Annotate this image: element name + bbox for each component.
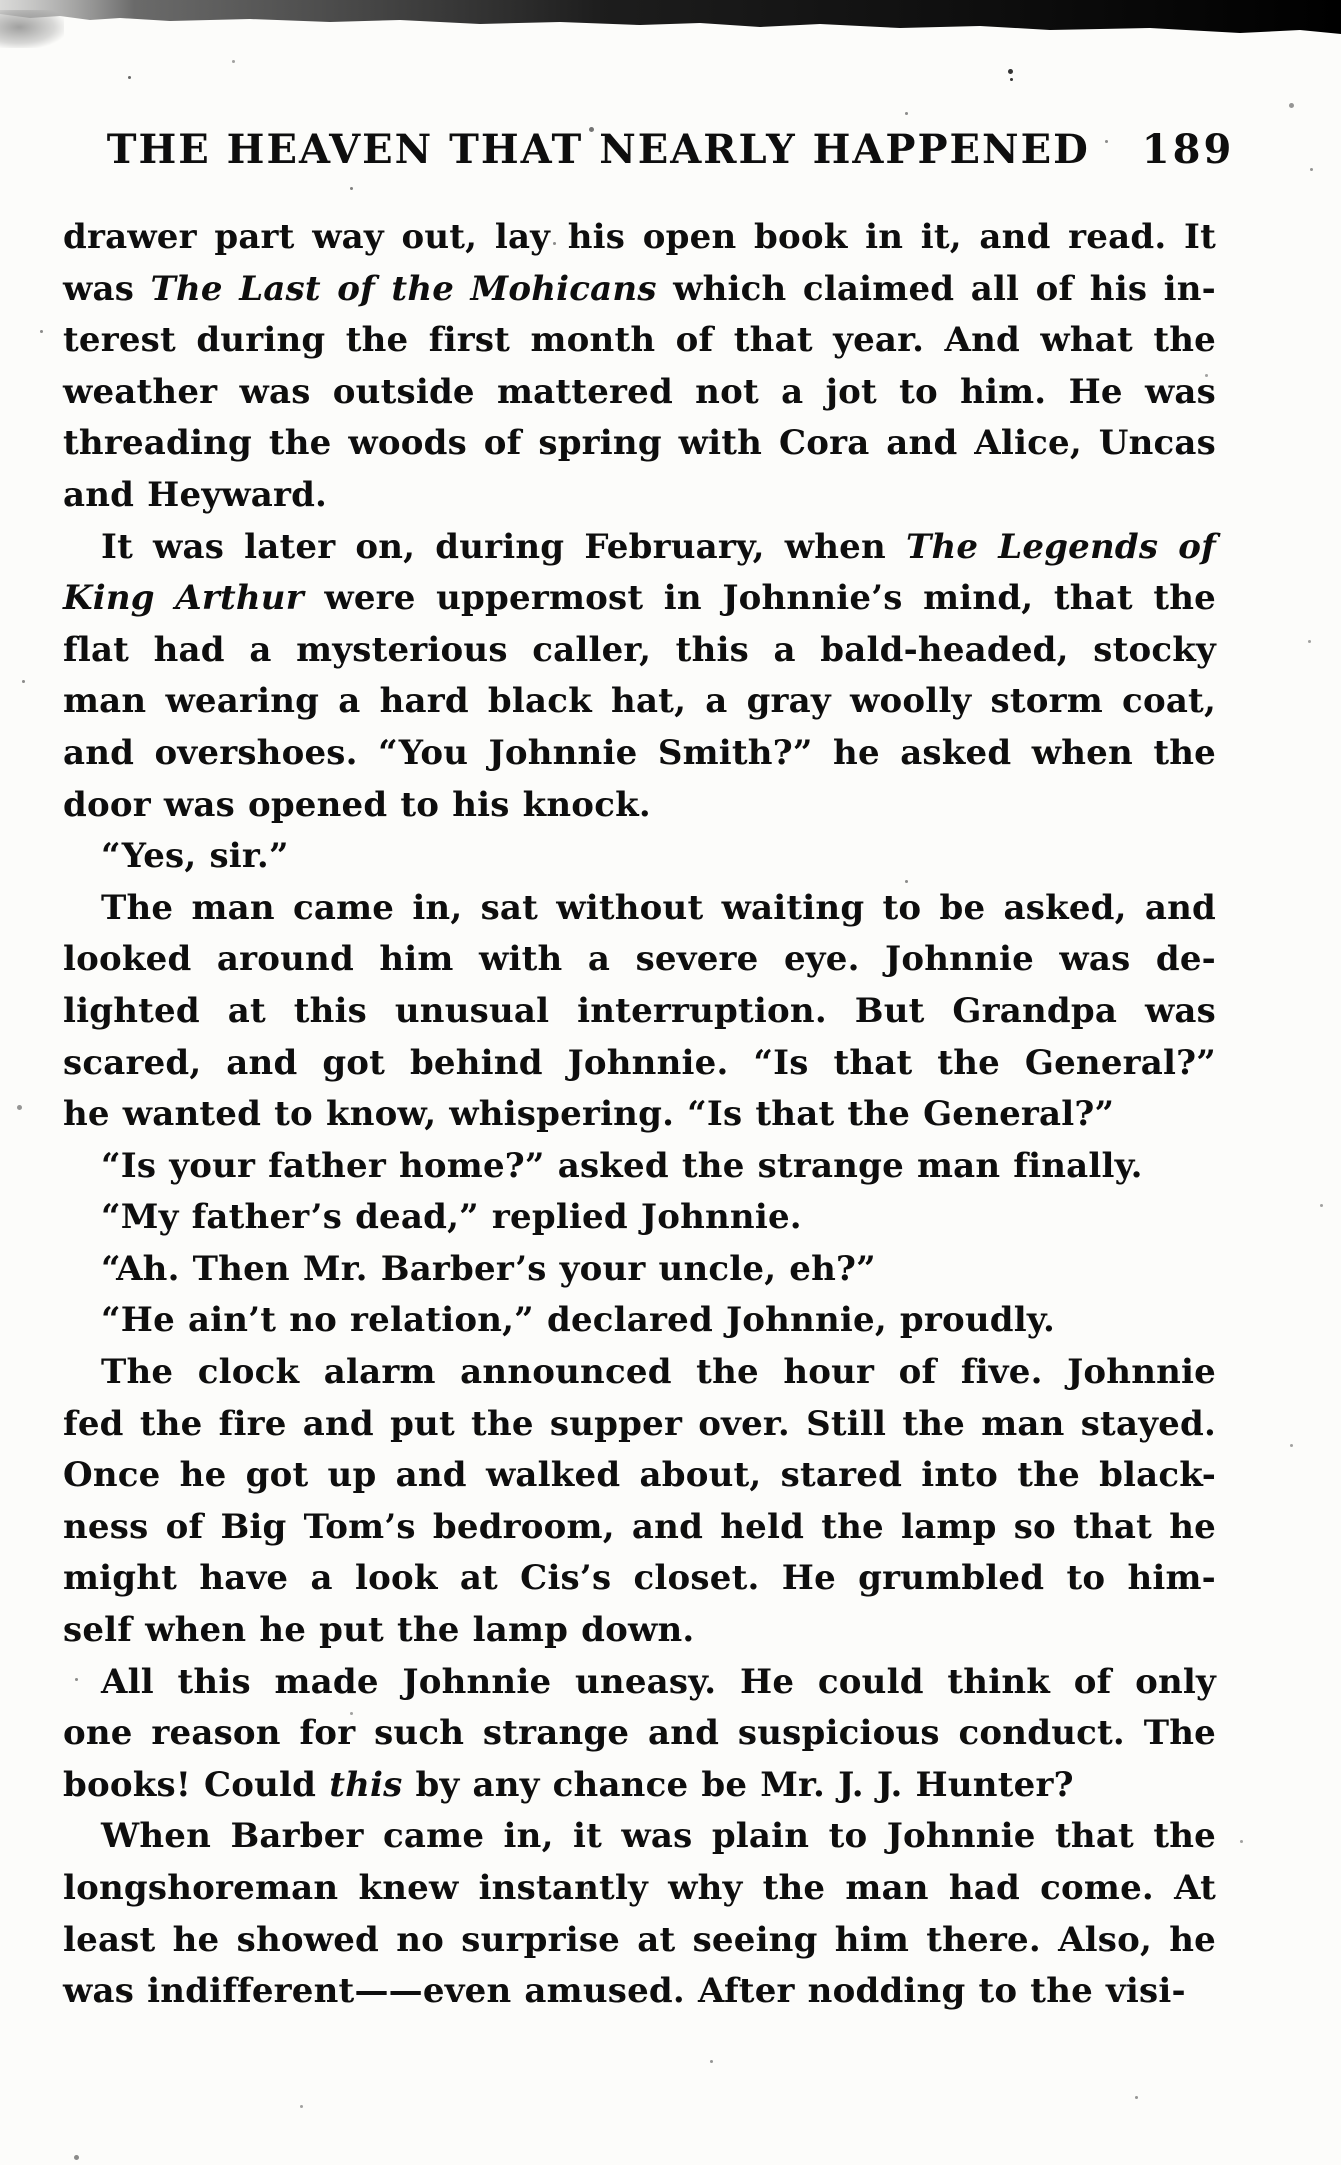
text-line: man wearing a hard black hat, a gray woolly storm coat, xyxy=(63,681,1216,722)
text-line: The man came in, sat without waiting to be asked, and xyxy=(101,887,1216,928)
text-line: was indifferent——even amused. After nodding to the visi- xyxy=(63,1971,1186,2012)
text-line: longshoreman knew instantly why the man had come. At xyxy=(63,1868,1216,1908)
text-line: and Heyward. xyxy=(63,474,328,515)
text-line: might have a look at Cis’s closet. He grumbled to him- xyxy=(63,1558,1216,1599)
text-line: The clock alarm announced the hour of five. Johnnie xyxy=(101,1352,1216,1393)
text-line: It was later on, during February, when The Legends of xyxy=(101,526,1216,567)
text-line: When Barber came in, it was plain to Johnnie that the xyxy=(101,1816,1216,1857)
text-line: and overshoes. “You Johnnie Smith?” he asked when the xyxy=(63,732,1216,773)
running-head xyxy=(0,126,1341,173)
scan-speckles xyxy=(0,0,3,3)
text-line: Once he got up and walked about, stared into the black- xyxy=(63,1455,1216,1496)
text-line: fed the fire and put the supper over. Still the man stayed. xyxy=(63,1403,1216,1444)
text-line: terest during the first month of that year. And what the xyxy=(63,320,1216,361)
text-line: flat had a mysterious caller, this a bald-headed, stocky xyxy=(63,629,1216,670)
scan-edge-artifact xyxy=(0,0,1341,46)
text-line: one reason for such strange and suspicious conduct. The xyxy=(63,1713,1216,1754)
text-line: All this made Johnnie uneasy. He could think of only xyxy=(101,1661,1216,1702)
text-line: books! Could this by any chance be Mr. J. J. Hunter? xyxy=(63,1764,1074,1805)
text-line: “My father’s dead,” replied Johnnie. xyxy=(101,1197,802,1238)
text-line: threading the woods of spring with Cora and Alice, Uncas xyxy=(63,423,1216,464)
page-number: 189 xyxy=(1141,126,1235,173)
chapter-title: THE HEAVEN THAT NEARLY HAPPENED xyxy=(106,126,1090,173)
scan-smudge xyxy=(0,10,64,48)
text-line: ness of Big Tom’s bedroom, and held the lamp so that he xyxy=(63,1506,1216,1547)
text-line: weather was outside mattered not a jot to him. He was xyxy=(63,371,1216,412)
text-line: scared, and got behind Johnnie. “Is that the General?” xyxy=(63,1042,1216,1083)
text-line: door was opened to his knock. xyxy=(63,784,651,825)
text-line: least he showed no surprise at seeing him there. Also, he xyxy=(63,1919,1216,1960)
text-line: lighted at this unusual interruption. But Grandpa was xyxy=(63,990,1216,1031)
text-line: drawer part way out, lay his open book in it, and read. It xyxy=(63,217,1216,257)
text-line: “He ain’t no relation,” declared Johnnie, proudly. xyxy=(101,1300,1055,1341)
text-line: self when he put the lamp down. xyxy=(63,1610,695,1651)
page-body xyxy=(63,212,1216,2018)
text-line: he wanted to know, whispering. “Is that the General?” xyxy=(63,1094,1115,1135)
text-line: “Ah. Then Mr. Barber’s your uncle, eh?” xyxy=(101,1248,876,1289)
text-line: King Arthur were uppermost in Johnnie’s mind, that the xyxy=(63,578,1216,619)
text-line: “Is your father home?” asked the strange man finally. xyxy=(101,1145,1143,1186)
text-line: “Yes, sir.” xyxy=(101,836,289,877)
text-line: looked around him with a severe eye. Johnnie was de- xyxy=(63,939,1216,980)
text-line: was The Last of the Mohicans which claimed all of his in- xyxy=(63,268,1216,309)
